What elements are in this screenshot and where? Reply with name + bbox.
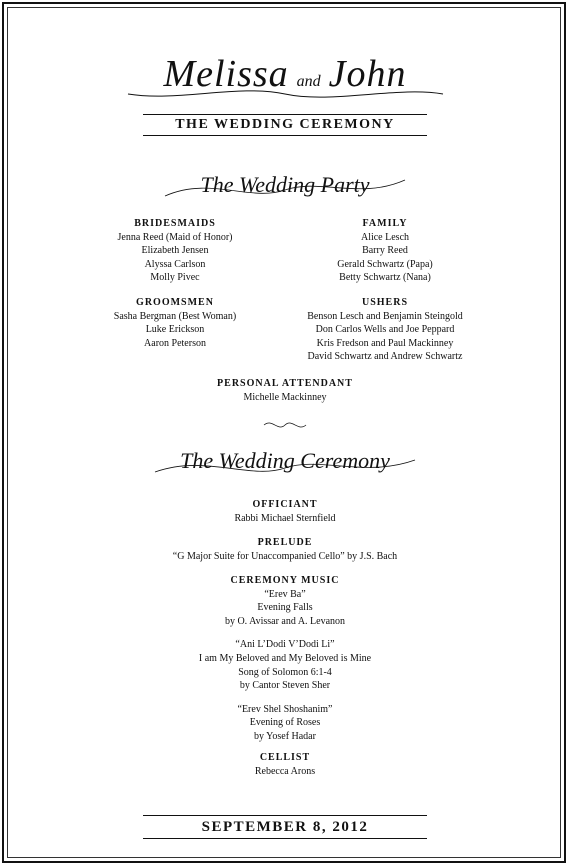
personal-attendant-name: Michelle Mackinney: [243, 391, 327, 403]
personal-attendant-label: PERSONAL ATTENDANT: [217, 378, 353, 389]
date-bar: [143, 815, 427, 839]
connector-word: and: [296, 73, 321, 91]
music-piece-title: “Erev Shel Shoshanim”: [237, 703, 333, 715]
cellist-label: CELLIST: [259, 752, 311, 763]
officiant-label: OFFICIANT: [252, 499, 318, 510]
list-item: Luke Erickson: [145, 324, 205, 336]
list-item: Betty Schwartz (Nana): [339, 272, 431, 284]
music-piece-line: Evening of Roses: [249, 717, 321, 729]
list-item: Benson Lesch and Benjamin Steingold: [307, 310, 463, 322]
list-item: Elizabeth Jensen: [141, 245, 209, 257]
music-piece-line: by Cantor Steven Sher: [239, 680, 331, 692]
officiant-name: Rabbi Michael Sternfield: [234, 512, 336, 524]
list-item: David Schwartz and Andrew Schwartz: [307, 351, 463, 363]
divider-flourish-icon: [262, 418, 308, 432]
list-item: Aaron Peterson: [144, 337, 206, 349]
ushers-label: USHERS: [361, 297, 408, 308]
cellist-name: Rebecca Arons: [254, 765, 316, 777]
groom-name: John: [328, 53, 407, 95]
ceremony-music-label: CEREMONY MUSIC: [230, 575, 340, 586]
family-group: [280, 217, 490, 285]
music-piece-line: by O. Avissar and A. Levanon: [224, 615, 346, 627]
ceremony-title-bar: [143, 114, 427, 136]
music-piece-line: by Yosef Hadar: [254, 730, 316, 742]
ceremony-heading-flourish-icon: [150, 446, 420, 482]
ceremony-date: SEPTEMBER 8, 2012: [201, 819, 369, 835]
personal-attendant-group: [135, 377, 435, 404]
ushers-group: [270, 296, 500, 364]
list-item: Alice Lesch: [360, 231, 410, 243]
list-item: Gerald Schwartz (Papa): [337, 258, 433, 270]
ceremony-section-heading: The Wedding Ceremony: [180, 448, 390, 473]
prelude-group: [85, 536, 485, 563]
name-flourish-icon: [118, 64, 452, 104]
family-label: FAMILY: [362, 218, 408, 229]
prelude-label: PRELUDE: [257, 537, 313, 548]
music-piece-line: I am My Beloved and My Beloved is Mine: [198, 652, 372, 664]
ceremony-title: THE WEDDING CEREMONY: [175, 117, 395, 132]
bride-name: Melissa: [163, 53, 289, 95]
list-item: Sasha Bergman (Best Woman): [113, 310, 237, 322]
list-item: Molly Pivec: [150, 272, 200, 284]
officiant-group: [85, 498, 485, 525]
music-piece-line: Evening Falls: [257, 602, 313, 614]
music-piece-line: Song of Solomon 6:1-4: [238, 666, 332, 678]
ceremony-music-group: [85, 574, 485, 744]
cellist-group: [85, 751, 485, 778]
wedding-party-heading: The Wedding Party: [200, 172, 370, 197]
list-item: Jenna Reed (Maid of Honor): [117, 231, 233, 243]
groomsmen-group: [60, 296, 290, 350]
groomsmen-label: GROOMSMEN: [136, 297, 214, 308]
list-item: Barry Reed: [362, 245, 408, 257]
music-piece-title: “Ani L’Dodi V’Dodi Li”: [235, 639, 335, 651]
list-item: Alyssa Carlson: [144, 258, 206, 270]
music-piece-title: “Erev Ba”: [264, 588, 306, 600]
bridesmaids-group: [60, 217, 290, 285]
party-heading-flourish-icon: [160, 168, 410, 204]
list-item: Don Carlos Wells and Joe Peppard: [315, 324, 455, 336]
bridesmaids-label: BRIDESMAIDS: [134, 218, 216, 229]
prelude-text: “G Major Suite for Unaccompanied Cello” by J.S. Bach: [172, 550, 398, 562]
list-item: Kris Fredson and Paul Mackinney: [316, 337, 454, 349]
